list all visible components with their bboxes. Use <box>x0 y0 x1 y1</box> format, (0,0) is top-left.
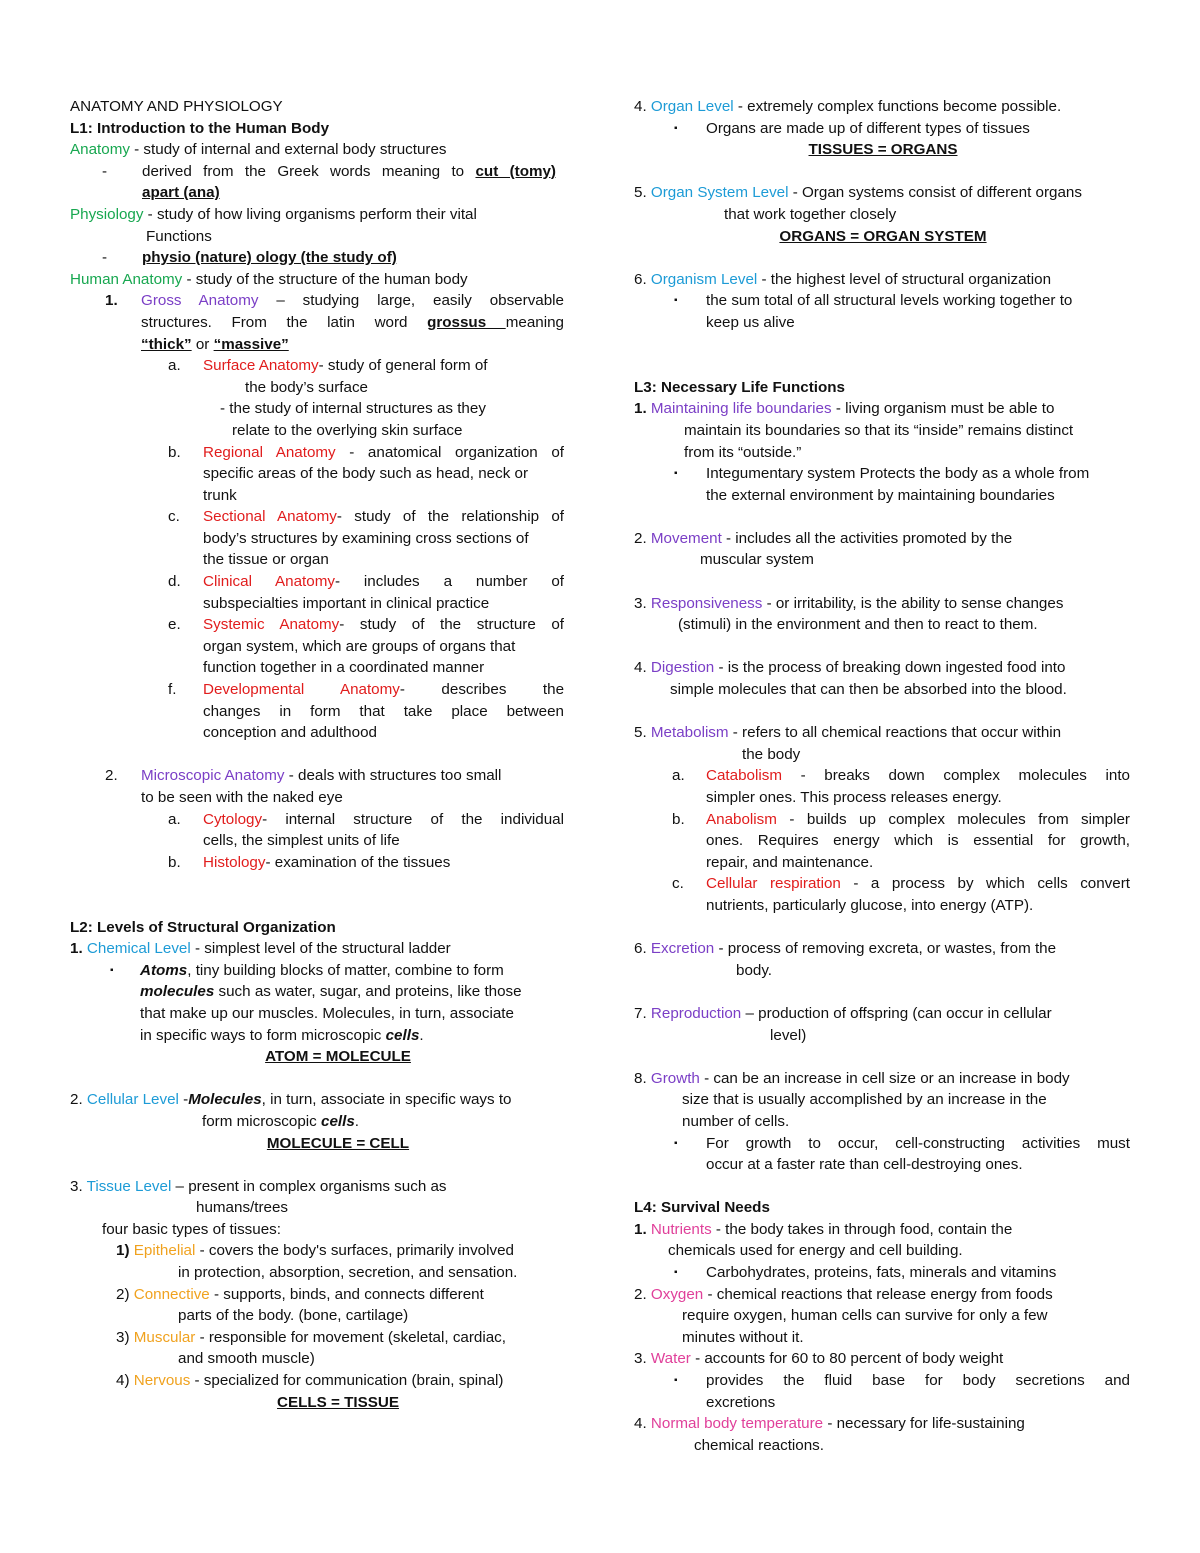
clinical-term: Clinical Anatomy <box>203 573 335 591</box>
tissue-intro: four basic types of tissues: <box>102 1220 281 1238</box>
n1-b1: Carbohydrates, proteins, fats, minerals and vitamins <box>706 1264 1057 1282</box>
respiration-term: Cellular respiration <box>706 875 841 893</box>
n1-bullet <box>634 1262 1132 1284</box>
molecule-cell-equation: MOLECULE = CELL <box>266 1134 410 1152</box>
gross-line2 <box>141 312 564 334</box>
developmental-anatomy-item <box>70 679 566 701</box>
f1-b1: Integumentary system Protects the body as a whole from <box>706 465 1090 483</box>
n3-bullet <box>634 1370 1132 1392</box>
organism-term: Organism Level <box>650 270 758 288</box>
marker-c: c. <box>672 875 684 893</box>
anabolism-item <box>634 809 1132 831</box>
systemic-term: Systemic Anatomy <box>203 616 340 634</box>
right-column <box>634 96 1132 1456</box>
f3-def2: (stimuli) in the environment and then to react to them. <box>678 616 1038 634</box>
cell-cells-term: cells <box>321 1112 355 1130</box>
systemic-anatomy-item <box>70 614 566 636</box>
f3-def1: - or irritability, is the ability to sense changes <box>762 594 1064 612</box>
organism-b1: the sum total of all structural levels working together to <box>706 292 1073 310</box>
t4-num: 4) <box>116 1372 130 1390</box>
gross-def2a: structures. From the latin word <box>141 313 428 331</box>
chem-b3: that make up our muscles. Molecules, in turn, associate <box>140 1004 514 1022</box>
clinical-anatomy-item <box>70 571 566 593</box>
connective-term: Connective <box>133 1285 210 1303</box>
muscular-item <box>70 1327 566 1349</box>
cell-def1: , in turn, associate in specific ways to <box>261 1091 512 1109</box>
organ-bullet <box>634 118 1132 140</box>
muscular-term: Muscular <box>133 1328 196 1346</box>
bullet-marker: ▪ <box>674 1267 678 1279</box>
chem-b2 <box>70 981 566 1003</box>
marker-b: b. <box>168 443 181 461</box>
anabolism-def2: ones. Requires energy which is essential for growth, <box>706 832 1130 850</box>
gross-line1 <box>141 290 564 312</box>
anabolism-def3: repair, and maintenance. <box>706 853 874 871</box>
t2-num: 2) <box>116 1285 130 1303</box>
sectional-term: Sectional Anatomy <box>203 508 337 526</box>
bullet-marker: ▪ <box>110 964 114 976</box>
n2-def1: - chemical reactions that release energy from foods <box>703 1285 1053 1303</box>
regional-line1 <box>203 442 564 464</box>
cell-def2a: form microscopic <box>202 1112 321 1130</box>
gross-term: Gross Anatomy <box>141 292 259 310</box>
micro-term: Microscopic Anatomy <box>141 767 285 785</box>
epithelial-item <box>70 1240 566 1262</box>
molecules-term: molecules <box>140 983 215 1001</box>
systemic-def2: organ system, which are groups of organs that <box>203 637 516 655</box>
cell-def2b: . <box>354 1112 360 1130</box>
marker-a: a. <box>168 357 181 375</box>
dash-marker: - <box>102 249 108 267</box>
surface-anatomy-item <box>70 355 566 377</box>
f2-def2: muscular system <box>700 551 814 569</box>
anabolism-term: Anabolism <box>706 810 777 828</box>
f6-term: Excretion <box>650 940 715 958</box>
f8-b1: For growth to occur, cell-constructing activities must <box>706 1134 1130 1152</box>
n4-term: Normal body temperature <box>650 1415 824 1433</box>
oxygen-item <box>634 1284 1132 1306</box>
water-item <box>634 1348 1132 1370</box>
n2-def2: require oxygen, human cells can survive for only a few <box>682 1307 1048 1325</box>
nervous-item <box>70 1370 566 1392</box>
f4-num: 4. <box>634 659 647 677</box>
histology-def: - examination of the tissues <box>265 853 451 871</box>
system-def2: that work together closely <box>724 205 897 223</box>
n3-term: Water <box>650 1350 691 1368</box>
organ-level-item <box>634 96 1132 118</box>
surface-def3: - the study of internal structures as they <box>220 400 486 418</box>
chem-b4b: . <box>419 1026 424 1044</box>
surface-def2: the body’s surface <box>245 378 368 396</box>
f2-def1: - includes all the activities promoted by the <box>721 529 1013 547</box>
sectional-def3: the tissue or organ <box>203 551 329 569</box>
left-column <box>70 96 566 1413</box>
f8-def3: number of cells. <box>682 1112 790 1130</box>
cell-dash: - <box>178 1091 189 1109</box>
cytology-def2: cells, the simplest units of life <box>203 832 400 850</box>
f8-def1: - can be an increase in cell size or an increase in body <box>699 1069 1070 1087</box>
excretion-item <box>634 938 1132 960</box>
organism-level-item <box>634 269 1132 291</box>
n4-def2: chemical reactions. <box>694 1436 824 1454</box>
marker-f: f. <box>168 681 177 699</box>
f1-bullet <box>634 463 1132 485</box>
chem-def: - simplest level of the structural ladder <box>190 940 451 958</box>
surface-term: Surface Anatomy <box>203 357 319 375</box>
muscular-def1: - responsible for movement (skeletal, cardiac, <box>195 1328 506 1346</box>
physiology-def-text: - study of how living organisms perform their vital <box>143 205 477 223</box>
t3-num: 3) <box>116 1328 130 1346</box>
anatomy-def-text: - study of internal and external body structures <box>129 141 447 159</box>
anatomy-bullet-text: derived from the Greek words meaning to <box>142 162 476 180</box>
clinical-def1: - includes a number of <box>334 573 564 591</box>
thick-term: “thick” <box>141 335 192 353</box>
micro-num: 2. <box>105 767 118 785</box>
respiration-def2: nutrients, particularly glucose, into energy (ATP). <box>706 896 1034 914</box>
catabolism-line1 <box>706 765 1130 787</box>
cell-num: 2. <box>70 1091 83 1109</box>
n4-num: 4. <box>634 1415 647 1433</box>
f5-term: Metabolism <box>650 724 729 742</box>
f7-num: 7. <box>634 1004 647 1022</box>
f1-def3: from its “outside.” <box>684 443 802 461</box>
atoms-term: Atoms <box>140 961 188 979</box>
regional-def1: - anatomical organization of <box>335 443 564 461</box>
bullet-marker: ▪ <box>674 295 678 307</box>
micro-def1: - deals with structures too small <box>284 767 502 785</box>
l2-heading: L2: Levels of Structural Organization <box>70 918 336 936</box>
f6-num: 6. <box>634 940 647 958</box>
organism-def: - the highest level of structural organization <box>757 270 1052 288</box>
cytology-line1 <box>203 809 564 831</box>
developmental-def2: changes in form that take place between <box>203 702 564 720</box>
respiration-item <box>634 873 1132 895</box>
f7-def1: – production of offspring (can occur in cellular <box>741 1004 1052 1022</box>
f4-def1: - is the process of breaking down ingested food into <box>714 659 1066 677</box>
tissues-organs-equation: TISSUES = ORGANS <box>808 141 958 159</box>
f5-def2: the body <box>742 745 801 763</box>
catabolism-item <box>634 765 1132 787</box>
cell-def2 <box>70 1111 566 1133</box>
nutrients-item <box>634 1219 1132 1241</box>
life-boundaries-item <box>634 398 1132 420</box>
connective-def1: - supports, binds, and connects different <box>209 1285 484 1303</box>
chem-bullet <box>70 960 566 982</box>
histology-item <box>70 852 566 874</box>
marker-d: d. <box>168 573 181 591</box>
n2-def3: minutes without it. <box>682 1328 804 1346</box>
physiology-term: Physiology <box>70 205 144 223</box>
f1-def2: maintain its boundaries so that its “inside” remains distinct <box>684 421 1074 439</box>
organs-system-equation: ORGANS = ORGAN SYSTEM <box>779 227 987 245</box>
histology-term: Histology <box>203 853 266 871</box>
organism-num: 6. <box>634 270 647 288</box>
grossus-term: grossus <box>427 313 506 331</box>
catabolism-def1: - breaks down complex molecules into <box>781 767 1130 785</box>
gross-def2b: meaning <box>505 313 564 331</box>
developmental-def1: - describes the <box>399 681 565 699</box>
marker-a: a. <box>672 767 685 785</box>
f8-b2: occur at a faster rate than cell-destroying ones. <box>706 1156 1023 1174</box>
cytology-item <box>70 809 566 831</box>
temperature-item <box>634 1413 1132 1435</box>
cells-tissue-equation: CELLS = TISSUE <box>277 1393 399 1411</box>
cells-term: cells <box>385 1026 420 1044</box>
nervous-def: - specialized for communication (brain, spinal) <box>190 1372 504 1390</box>
marker-c: c. <box>168 508 180 526</box>
n3-b1: provides the fluid base for body secretions and <box>706 1372 1130 1390</box>
surface-def4: relate to the overlying skin surface <box>232 421 463 439</box>
clinical-def2: subspecialties important in clinical practice <box>203 594 490 612</box>
marker-b: b. <box>672 810 685 828</box>
n2-num: 2. <box>634 1285 647 1303</box>
systemic-def3: function together in a coordinated manner <box>203 659 485 677</box>
n3-b2: excretions <box>706 1393 776 1411</box>
f7-def2: level) <box>770 1026 807 1044</box>
organism-b2: keep us alive <box>706 313 795 331</box>
l3-heading: L3: Necessary Life Functions <box>634 378 846 396</box>
l4-heading: L4: Survival Needs <box>634 1199 770 1217</box>
digestion-item <box>634 657 1132 679</box>
tissue-term: Tissue Level <box>86 1177 172 1195</box>
connective-def2: parts of the body. (bone, cartilage) <box>178 1307 409 1325</box>
human-anatomy-term: Human Anatomy <box>70 270 183 288</box>
developmental-def3: conception and adulthood <box>203 724 377 742</box>
f7-term: Reproduction <box>650 1004 742 1022</box>
organ-bullet-text: Organs are made up of different types of tissues <box>706 119 1030 137</box>
anatomy-cut-term: cut (tomy) <box>475 162 556 180</box>
anatomy-bullet-line <box>142 161 556 183</box>
anatomy-bullet <box>70 161 566 183</box>
chemical-level-item <box>70 938 566 960</box>
surface-def1: - study of general form of <box>318 357 488 375</box>
f8-num: 8. <box>634 1069 647 1087</box>
respiration-def1: - a process by which cells convert <box>840 875 1130 893</box>
movement-item <box>634 528 1132 550</box>
reproduction-item <box>634 1003 1132 1025</box>
dash-marker: - <box>102 162 108 180</box>
regional-term: Regional Anatomy <box>203 443 336 461</box>
f6-def1: - process of removing excreta, or wastes, from the <box>714 940 1057 958</box>
gross-line3 <box>70 334 566 356</box>
sectional-def2: body’s structures by examining cross sections of <box>203 529 529 547</box>
massive-term: “massive” <box>213 335 289 353</box>
human-anatomy-def-text: - study of the structure of the human body <box>182 270 468 288</box>
catabolism-def2: simpler ones. This process releases energy. <box>706 789 1002 806</box>
f3-term: Responsiveness <box>650 594 763 612</box>
metabolism-item <box>634 722 1132 744</box>
regional-anatomy-item <box>70 442 566 464</box>
f1-def1: - living organism must be able to <box>831 400 1055 418</box>
sectional-def1: - study of the relationship of <box>336 508 565 526</box>
tissue-def2: humans/trees <box>196 1199 289 1217</box>
connective-item <box>70 1284 566 1306</box>
sectional-line1 <box>203 506 564 528</box>
n1-term: Nutrients <box>650 1220 712 1238</box>
developmental-line1 <box>203 679 564 701</box>
n1-def2: chemicals used for energy and cell building. <box>668 1242 963 1260</box>
systemic-def1: - study of the structure of <box>339 616 565 634</box>
anabolism-def1: - builds up complex molecules from simpler <box>776 810 1130 828</box>
n1-def1: - the body takes in through food, contain the <box>711 1220 1013 1238</box>
marker-b: b. <box>168 853 181 871</box>
chem-num: 1. <box>70 940 83 958</box>
clinical-line1 <box>203 571 564 593</box>
organism-bullet <box>634 290 1132 312</box>
marker-a: a. <box>168 810 181 828</box>
system-def1: - Organ systems consist of different organs <box>788 184 1082 202</box>
developmental-term: Developmental Anatomy <box>203 681 400 699</box>
f4-term: Digestion <box>650 659 715 677</box>
f1-term: Maintaining life boundaries <box>650 400 832 418</box>
catabolism-term: Catabolism <box>706 767 782 785</box>
organ-system-level-item <box>634 182 1132 204</box>
f4-def2: simple molecules that can then be absorbed into the blood. <box>670 681 1067 699</box>
anatomy-apart-term: apart (ana) <box>142 184 220 202</box>
sectional-anatomy-item <box>70 506 566 528</box>
organ-num: 4. <box>634 98 647 115</box>
f2-term: Movement <box>650 529 722 547</box>
epithelial-def1: - covers the body's surfaces, primarily involved <box>195 1242 514 1260</box>
physiology-bullet-text: physio (nature) ology (the study of) <box>142 249 397 267</box>
cell-term: Cellular Level <box>86 1091 179 1109</box>
physiology-def-line2: Functions <box>146 227 212 245</box>
l1-heading: L1: Introduction to the Human Body <box>70 119 330 137</box>
systemic-line1 <box>203 614 564 636</box>
system-num: 5. <box>634 184 647 202</box>
f8-bullet <box>634 1133 1132 1155</box>
bullet-marker: ▪ <box>674 468 678 480</box>
f1-num: 1. <box>634 400 647 418</box>
anatomy-definition <box>70 139 566 161</box>
muscular-def2: and smooth muscle) <box>178 1350 315 1368</box>
chem-term: Chemical Level <box>86 940 191 958</box>
organ-def: - extremely complex functions become possible. <box>733 98 1062 115</box>
physiology-definition <box>70 204 566 226</box>
atom-molecule-equation: ATOM = MOLECULE <box>265 1048 411 1066</box>
n4-def1: - necessary for life-sustaining <box>823 1415 1025 1433</box>
cytology-term: Cytology <box>203 810 263 828</box>
epithelial-def2: in protection, absorption, secretion, and sensation. <box>178 1264 518 1282</box>
chem-b4 <box>70 1025 566 1047</box>
physiology-bullet <box>70 247 566 269</box>
regional-def2: specific areas of the body such as head, neck or <box>203 465 529 483</box>
cellular-level-item <box>70 1089 566 1111</box>
tissue-level-item <box>70 1176 566 1198</box>
t1-num: 1) <box>116 1242 130 1260</box>
regional-def3: trunk <box>203 486 237 504</box>
f5-def1: - refers to all chemical reactions that occur within <box>728 724 1062 742</box>
anabolism-line1 <box>706 809 1130 831</box>
anatomy-term: Anatomy <box>70 141 130 159</box>
cell-molecules-term: Molecules <box>188 1091 262 1109</box>
f8-def2: size that is usually accomplished by an increase in the <box>682 1091 1047 1109</box>
tissue-num: 3. <box>70 1177 83 1195</box>
epithelial-term: Epithelial <box>133 1242 196 1260</box>
n1-num: 1. <box>634 1220 647 1238</box>
n3-def1: - accounts for 60 to 80 percent of body weight <box>690 1350 1004 1368</box>
f1-b2: the external environment by maintaining boundaries <box>706 486 1055 504</box>
tissue-def1: – present in complex organisms such as <box>171 1177 447 1195</box>
organ-term: Organ Level <box>650 98 734 115</box>
bullet-marker: ▪ <box>674 1137 678 1149</box>
chem-b1-rest: , tiny building blocks of matter, combine to form <box>187 961 504 979</box>
growth-item <box>634 1068 1132 1090</box>
micro-def2: to be seen with the naked eye <box>141 789 343 806</box>
gross-def1: – studying large, easily observable <box>258 292 564 310</box>
f6-def2: body. <box>736 961 773 979</box>
document-title: ANATOMY AND PHYSIOLOGY <box>70 98 283 115</box>
respiration-line1 <box>706 873 1130 895</box>
f5-num: 5. <box>634 724 647 742</box>
f2-num: 2. <box>634 529 647 547</box>
chem-b4a: in specific ways to form microscopic <box>140 1026 386 1044</box>
f8-term: Growth <box>650 1069 700 1087</box>
microscopic-anatomy-item <box>70 765 566 787</box>
cytology-def1: - internal structure of the individual <box>262 810 564 828</box>
bullet-marker: ▪ <box>674 122 678 134</box>
marker-e: e. <box>168 616 181 634</box>
system-term: Organ System Level <box>650 184 789 202</box>
responsiveness-item <box>634 593 1132 615</box>
chem-b2-rest: such as water, sugar, and proteins, like those <box>214 983 522 1001</box>
gross-anatomy-item <box>70 290 566 312</box>
n2-term: Oxygen <box>650 1285 704 1303</box>
gross-num: 1. <box>105 292 118 310</box>
bullet-marker: ▪ <box>674 1375 678 1387</box>
f3-num: 3. <box>634 594 647 612</box>
human-anatomy-definition <box>70 269 566 291</box>
n3-num: 3. <box>634 1350 647 1368</box>
or-text: or <box>191 335 214 353</box>
nervous-term: Nervous <box>133 1372 191 1390</box>
